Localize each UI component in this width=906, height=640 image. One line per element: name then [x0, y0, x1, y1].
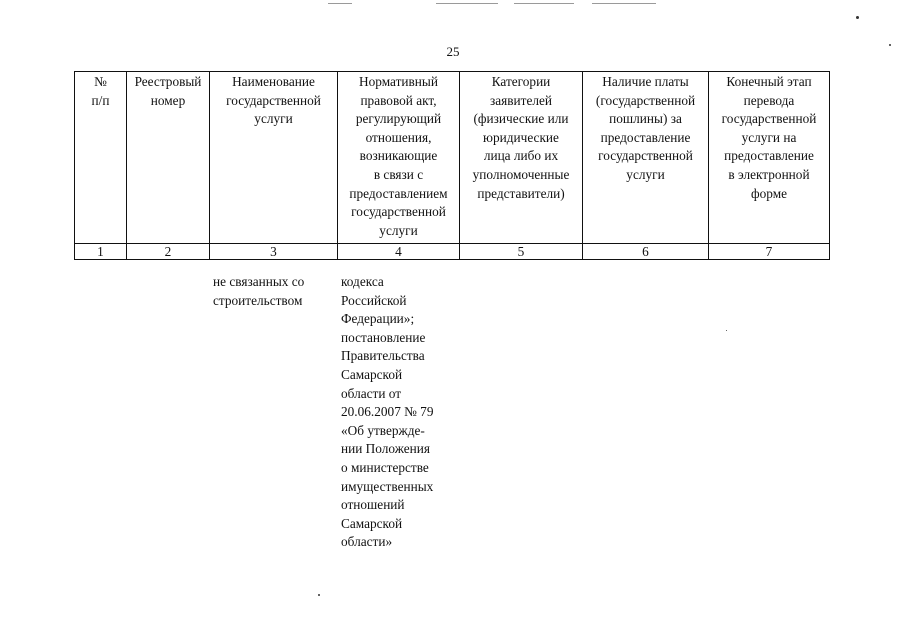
header-col-6: Наличие платы (государственной пошлины) за предоставление государственной услуги [583, 72, 709, 244]
scan-artifact-line [436, 3, 498, 4]
scan-speck [726, 330, 727, 331]
column-number-cell: 6 [583, 244, 709, 260]
header-col-1: № п/п [75, 72, 127, 244]
scan-speck [318, 594, 320, 596]
header-col-7: Конечный этап перевода государственной услуги на предоставление в электронной форме [709, 72, 830, 244]
scan-artifact-line [514, 3, 574, 4]
services-table [74, 71, 830, 260]
table-header-row [75, 72, 830, 244]
scan-speck [856, 16, 859, 19]
column-number-cell: 7 [709, 244, 830, 260]
header-col-3: Наименование государственной услуги [210, 72, 338, 244]
column-number-cell: 3 [210, 244, 338, 260]
header-col-4: Нормативный правовой акт, регулирующий отношения, возникающие в связи с предоставлением государственной услуги [338, 72, 460, 244]
header-col-5: Категории заявителей (физические или юридические лица либо их уполномоченные представители) [460, 72, 583, 244]
column-number-cell: 4 [338, 244, 460, 260]
column-number-row [75, 244, 830, 260]
column-number-cell: 2 [127, 244, 210, 260]
continuation-col-3: не связанных со строительством [213, 274, 305, 308]
continuation-col-4: кодекса Российской Федерации»; постановление Правительства Самарской области от 20.06.2007 № 79 «Об утвержде- нии Положения о министерстве имущественных отношений Самарской области» [341, 274, 434, 550]
scan-artifact-line [328, 3, 352, 4]
scan-artifact-line [592, 3, 656, 4]
page-number: 25 [446, 44, 460, 59]
column-number-cell: 5 [460, 244, 583, 260]
header-col-2: Реестровый номер [127, 72, 210, 244]
column-number-cell: 1 [75, 244, 127, 260]
